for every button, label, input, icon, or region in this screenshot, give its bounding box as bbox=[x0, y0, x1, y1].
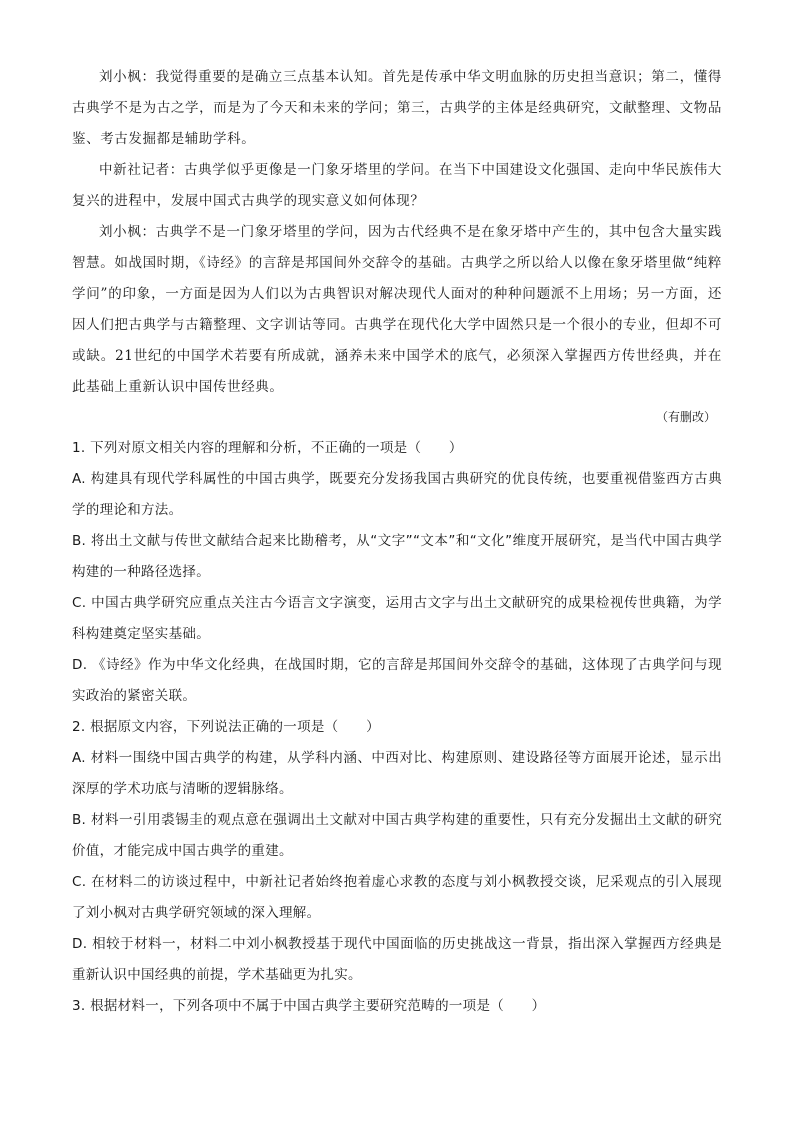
question-stem: 1. 下列对原文相关内容的理解和分析，不正确的一项是（ ） bbox=[72, 440, 463, 456]
interview-passage bbox=[72, 62, 722, 429]
option-c: C. 中国古典学研究应重点关注古今语言文字演变，运用古文字与出土文献研究的成果检视传世典籍，为学科构建奠定坚实基础。 bbox=[72, 595, 722, 642]
passage-paragraph: 刘小枫：我觉得重要的是确立三点基本认知。首先是传承中华文明血脉的历史担当意识；第二，懂得古典学不是为古之学，而是为了今天和未来的学问；第三，古典学的主体是经典研究，文献整理、文物品鉴、考古发掘都是辅助学科。 bbox=[72, 69, 722, 147]
source-note: （有删改） bbox=[655, 410, 716, 424]
question-3 bbox=[72, 991, 722, 1022]
option-d: D. 《诗经》作为中华文化经典，在战国时期，它的言辞是邦国间外交辞令的基础，这体现了古典学问与现实政治的紧密关联。 bbox=[72, 657, 722, 704]
question-1 bbox=[72, 433, 722, 712]
option-c: C. 在材料二的访谈过程中，中新社记者始终抱着虚心求教的态度与刘小枫教授交谈，尼采观点的引入展现了刘小枫对古典学研究领域的深入理解。 bbox=[72, 874, 722, 921]
option-b: B. 材料一引用裘锡圭的观点意在强调出土文献对中国古典学构建的重要性，只有充分发掘出土文献的研究价值，才能完成中国古典学的重建。 bbox=[72, 812, 722, 859]
document-page bbox=[72, 62, 722, 1022]
passage-paragraph: 刘小枫：古典学不是一门象牙塔里的学问，因为古代经典不是在象牙塔中产生的，其中包含大量实践智慧。如战国时期，《诗经》的言辞是邦国间外交辞令的基础。古典学之所以给人以像在象牙塔里做“纯粹学问”的印象，一方面是因为人们以为古典智识对解决现代人面对的种种问题派不上用场；另一方面，还因人们把古典学与古籍整理、文字训诂等同。古典学在现代化大学中固然只是一个很小的专业，但却不可或缺。21世纪的中国学术若要有所成就，涵养未来中国学术的底气，必须深入掌握西方传世经典，并在此基础上重新认识中国传世经典。 bbox=[72, 224, 722, 395]
question-stem: 2. 根据原文内容，下列说法正确的一项是（ ） bbox=[72, 719, 380, 735]
option-b: B. 将出土文献与传世文献结合起来比勘稽考，从“文字”“文本”和“文化”维度开展研究，是当代中国古典学构建的一种路径选择。 bbox=[72, 533, 722, 580]
passage-paragraph: 中新社记者：古典学似乎更像是一门象牙塔里的学问。在当下中国建设文化强国、走向中华民族伟大复兴的进程中，发展中国式古典学的现实意义如何体现？ bbox=[72, 162, 722, 209]
question-stem: 3. 根据材料一，下列各项中不属于中国古典学主要研究范畴的一项是（ ） bbox=[72, 998, 546, 1014]
option-a: A. 材料一围绕中国古典学的构建，从学科内涵、中西对比、构建原则、建设路径等方面展开论述，显示出深厚的学术功底与清晰的逻辑脉络。 bbox=[72, 750, 722, 797]
option-d: D. 相较于材料一，材料二中刘小枫教授基于现代中国面临的历史挑战这一背景，指出深入掌握西方经典是重新认识中国经典的前提，学术基础更为扎实。 bbox=[72, 936, 722, 983]
option-a: A. 构建具有现代学科属性的中国古典学，既要充分发扬我国古典研究的优良传统，也要重视借鉴西方古典学的理论和方法。 bbox=[72, 471, 722, 518]
question-list bbox=[72, 433, 722, 1022]
question-2 bbox=[72, 712, 722, 991]
